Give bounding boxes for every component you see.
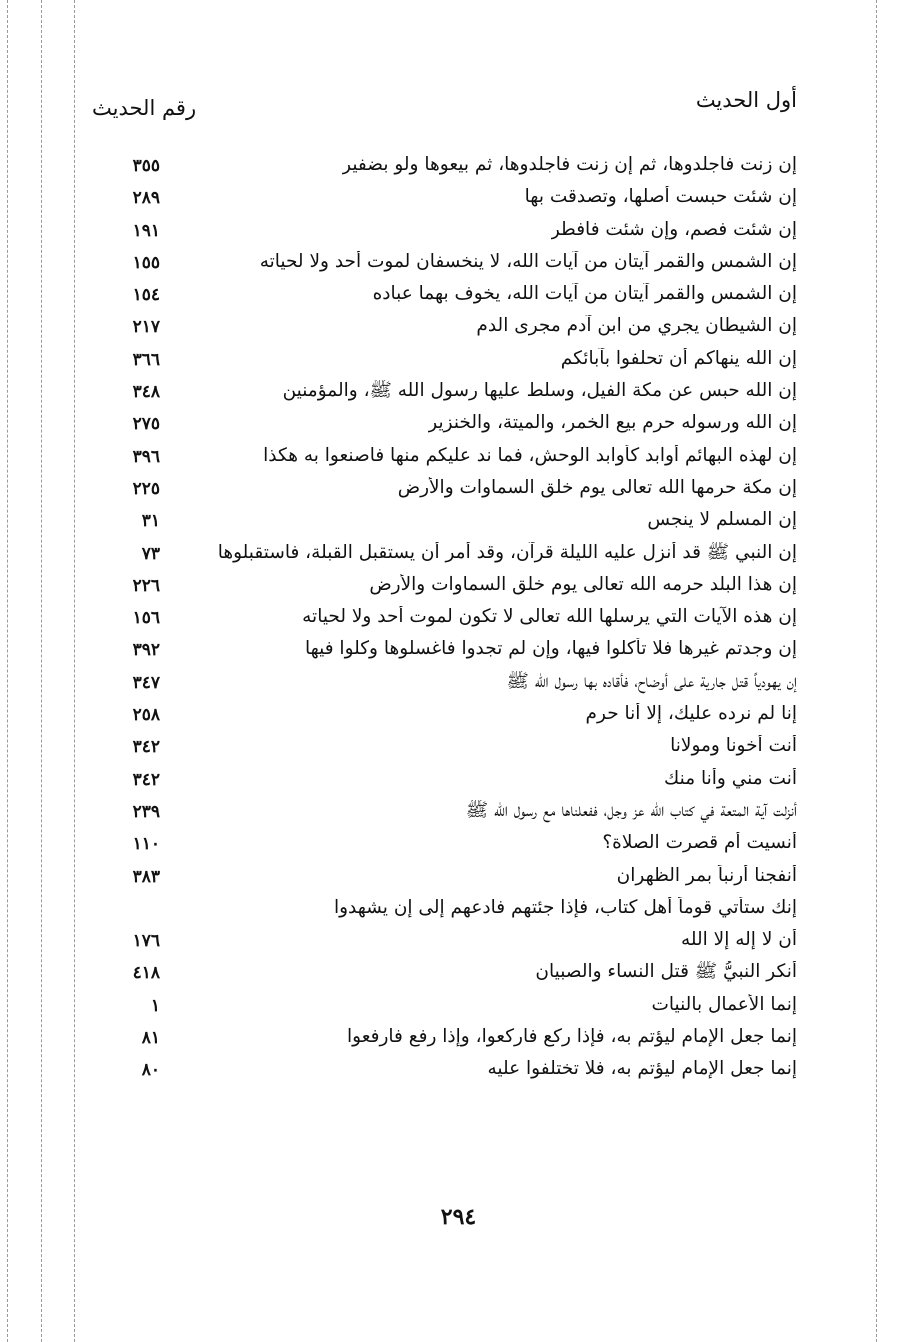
list-item bbox=[92, 443, 797, 475]
hadith-number: ١٥٤ bbox=[132, 285, 160, 306]
list-item bbox=[92, 1056, 797, 1088]
hadith-number: ٨١ bbox=[141, 1028, 160, 1049]
hadith-number: ١٧٦ bbox=[132, 931, 160, 952]
hadith-first-words: إن شئت حبست أصلها، وتصدقت بها bbox=[524, 186, 797, 208]
first-words-column-heading: أول الحديث bbox=[695, 88, 797, 112]
hadith-first-words: إن الشيطان يجري من ابن آدم مجرى الدم bbox=[476, 315, 797, 337]
hadith-first-words: أنكر النبيُّ ﷺ قتل النساء والصبيان bbox=[535, 961, 797, 983]
hadith-first-words: إنما الأعمال بالنيات bbox=[651, 993, 797, 1015]
hadith-number: ٢٨٩ bbox=[132, 188, 160, 209]
hadith-number: ٤١٨ bbox=[132, 963, 160, 984]
hadith-number: ١ bbox=[150, 995, 160, 1016]
hadith-first-words: إن هذه الآيات التي يرسلها الله تعالى لا تكون لموت أحد ولا لحياته bbox=[302, 606, 797, 628]
hadith-number: ٣٦٦ bbox=[132, 349, 160, 370]
hadith-first-words: إنا لم نرده عليك، إلا أنا حرم bbox=[585, 703, 797, 725]
hadith-first-words: أنفجنا أرنباً بمر الظهران bbox=[616, 864, 797, 886]
hadith-number: ٣٤٢ bbox=[132, 737, 160, 758]
list-item bbox=[92, 992, 797, 1024]
hadith-first-words: أنت مني وأنا منك bbox=[664, 767, 797, 789]
list-item bbox=[92, 249, 797, 281]
hadith-number: ٢٢٦ bbox=[132, 575, 160, 596]
hadith-first-words: إن لهذه البهائم أوابد كأوابد الوحش، فما ند عليكم منها فاصنعوا به هكذا bbox=[263, 444, 797, 466]
list-item bbox=[92, 217, 797, 249]
list-item bbox=[92, 378, 797, 410]
hadith-first-words: أنزلت آية المتعة في كتاب الله عز وجل، ففعلناها مع رسول الله ﷺ bbox=[465, 799, 797, 821]
hadith-number: ٢٥٨ bbox=[132, 705, 160, 726]
hadith-number: ٣٩٢ bbox=[132, 640, 160, 661]
list-item bbox=[92, 669, 797, 701]
list-item bbox=[92, 636, 797, 668]
hadith-number: ٢١٧ bbox=[132, 317, 160, 338]
hadith-number: ٢٣٩ bbox=[132, 801, 160, 822]
hadith-number: ٨٠ bbox=[141, 1060, 160, 1081]
hadith-first-words: إن الشمس والقمر آيتان من آيات الله، لا ينخسفان لموت أحد ولا لحياته bbox=[259, 250, 797, 272]
list-item bbox=[92, 507, 797, 539]
hadith-first-words: إنما جعل الإمام ليؤتم به، فلا تختلفوا عليه bbox=[487, 1058, 797, 1080]
hadith-number: ٢٧٥ bbox=[132, 414, 160, 435]
hadith-first-words: أنسيت أم قصرت الصلاة؟ bbox=[602, 832, 797, 854]
hadith-number: ٣٨٣ bbox=[132, 866, 160, 887]
hadith-first-words: أن لا إله إلا الله bbox=[680, 929, 797, 951]
hadith-first-words: إن شئت فصم، وإن شئت فافطر bbox=[550, 218, 797, 240]
margin-guide-line bbox=[74, 0, 75, 1342]
list-item bbox=[92, 410, 797, 442]
list-item bbox=[92, 895, 797, 927]
list-item bbox=[92, 346, 797, 378]
hadith-number: ٣١ bbox=[141, 511, 160, 532]
list-item bbox=[92, 701, 797, 733]
list-item bbox=[92, 959, 797, 991]
number-column-heading: رقم الحديث bbox=[92, 96, 197, 120]
hadith-number: ٣٥٥ bbox=[132, 156, 160, 176]
list-item bbox=[92, 830, 797, 862]
hadith-number: ١٥٥ bbox=[132, 252, 160, 273]
hadith-index-list bbox=[92, 152, 797, 1089]
hadith-number: ٣٩٦ bbox=[132, 446, 160, 467]
list-item bbox=[92, 798, 797, 830]
margin-guide-line bbox=[41, 0, 42, 1342]
list-item bbox=[92, 733, 797, 765]
list-item bbox=[92, 152, 797, 184]
list-item bbox=[92, 540, 797, 572]
page-number: ٢٩٤ bbox=[440, 1204, 477, 1230]
list-item bbox=[92, 927, 797, 959]
hadith-first-words: إن الله حبس عن مكة الفيل، وسلط عليها رسول الله ﷺ، والمؤمنين bbox=[282, 380, 797, 402]
hadith-first-words: إن زنت فاجلدوها، ثم إن زنت فاجلدوها، ثم بيعوها ولو بضفير bbox=[342, 154, 797, 175]
hadith-first-words: إن وجدتم غيرها فلا تأكلوا فيها، وإن لم تجدوا فاغسلوها وكلوا فيها bbox=[304, 638, 797, 660]
margin-guide-line bbox=[7, 0, 8, 1342]
list-item bbox=[92, 475, 797, 507]
margin-guide-line bbox=[876, 0, 877, 1342]
hadith-first-words: إنما جعل الإمام ليؤتم به، فإذا ركع فاركعوا، وإذا رفع فارفعوا bbox=[347, 1026, 797, 1048]
hadith-first-words: أنت أخونا ومولانا bbox=[670, 735, 797, 757]
hadith-first-words: إن الله ينهاكم أن تحلفوا بآبائكم bbox=[560, 347, 797, 369]
hadith-number: ٣٤٢ bbox=[132, 769, 160, 790]
hadith-number: ٣٤٨ bbox=[132, 382, 160, 403]
list-item bbox=[92, 1024, 797, 1056]
list-item bbox=[92, 572, 797, 604]
hadith-first-words: إن يهودياً قتل جارية على أوضاح، فأقاده بها رسول الله ﷺ bbox=[506, 670, 797, 692]
hadith-number: ١٩١ bbox=[132, 220, 160, 241]
list-item bbox=[92, 281, 797, 313]
hadith-number: ٧٣ bbox=[141, 543, 160, 564]
hadith-number: ٣٤٧ bbox=[132, 672, 160, 693]
hadith-first-words: إن مكة حرمها الله تعالى يوم خلق السماوات والأرض bbox=[397, 476, 797, 498]
list-item bbox=[92, 766, 797, 798]
hadith-first-words: إنك ستأتي قوماً أهل كتاب، فإذا جئتهم فادعهم إلى إن يشهدوا bbox=[333, 896, 797, 918]
list-item bbox=[92, 184, 797, 216]
hadith-number: ٢٢٥ bbox=[132, 478, 160, 499]
hadith-number: ١١٠ bbox=[132, 834, 160, 855]
hadith-first-words: إن هذا البلد حرمه الله تعالى يوم خلق السماوات والأرض bbox=[369, 573, 797, 595]
hadith-first-words: إن الشمس والقمر آيتان من آيات الله، يخوف بهما عباده bbox=[372, 283, 797, 305]
index-header bbox=[92, 88, 797, 128]
hadith-number: ١٥٦ bbox=[132, 608, 160, 629]
hadith-first-words: إن النبي ﷺ قد أنزل عليه الليلة قرآن، وقد أمر أن يستقبل القبلة، فاستقبلوها bbox=[217, 541, 797, 563]
list-item bbox=[92, 863, 797, 895]
list-item bbox=[92, 604, 797, 636]
list-item bbox=[92, 313, 797, 345]
hadith-first-words: إن المسلم لا ينجس bbox=[647, 509, 797, 531]
hadith-first-words: إن الله ورسوله حرم بيع الخمر، والميتة، والخنزير bbox=[428, 412, 797, 434]
